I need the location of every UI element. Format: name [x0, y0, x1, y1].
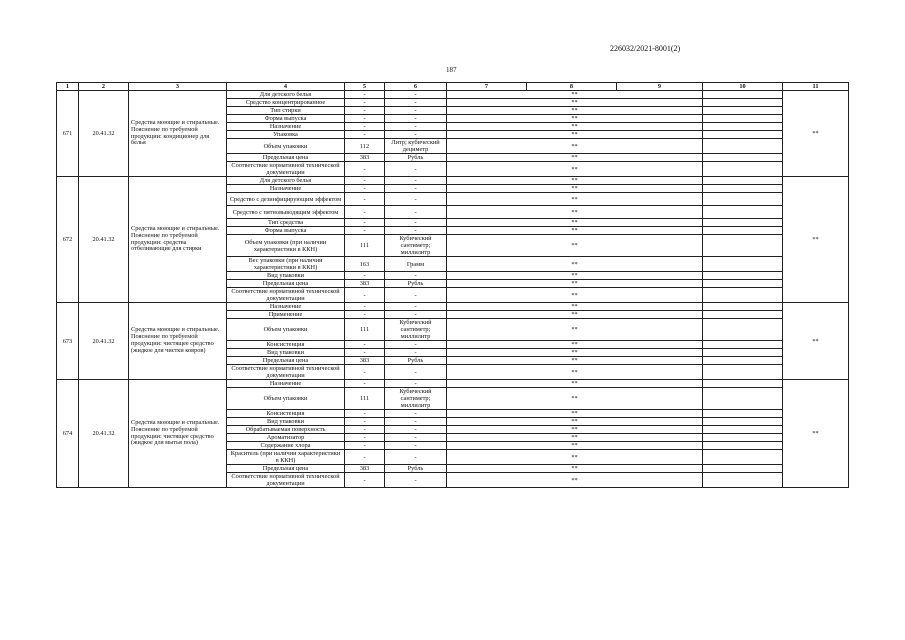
notes-cell: ** [783, 177, 849, 303]
characteristic-name-cell: Тип стирки [227, 107, 345, 115]
empty-cell [703, 349, 783, 357]
characteristic-value-cell: ** [447, 219, 703, 227]
unit-name-cell: - [385, 99, 447, 107]
characteristic-name-cell: Соответствие нормативной технической документации [227, 473, 345, 488]
empty-cell [703, 319, 783, 341]
empty-cell [703, 193, 783, 206]
unit-name-cell: - [385, 115, 447, 123]
empty-cell [703, 162, 783, 177]
unit-code-cell: 383 [345, 357, 385, 365]
unit-name-cell: - [385, 193, 447, 206]
page-number: 187 [446, 66, 457, 74]
column-header-row [57, 83, 849, 91]
unit-code-cell: 383 [345, 280, 385, 288]
unit-name-cell: - [385, 107, 447, 115]
characteristic-value-cell: ** [447, 280, 703, 288]
unit-name-cell: - [385, 288, 447, 303]
empty-cell [703, 272, 783, 280]
notes-cell: ** [783, 380, 849, 488]
unit-code-cell: - [345, 442, 385, 450]
unit-code-cell: - [345, 131, 385, 139]
column-header: 1 [57, 83, 79, 91]
table-row [57, 91, 849, 99]
characteristic-name-cell: Содержание хлора [227, 442, 345, 450]
characteristic-value-cell: ** [447, 388, 703, 410]
unit-code-cell: - [345, 107, 385, 115]
empty-cell [703, 107, 783, 115]
empty-cell [703, 426, 783, 434]
unit-name-cell: Кубический сантиметр; миллилитр [385, 235, 447, 257]
table-row [57, 380, 849, 388]
column-header: 10 [703, 83, 783, 91]
characteristic-value-cell: ** [447, 319, 703, 341]
unit-name-cell: Рубль [385, 465, 447, 473]
column-header: 8 [527, 83, 617, 91]
characteristic-value-cell: ** [447, 357, 703, 365]
empty-cell [703, 303, 783, 311]
unit-code-cell: - [345, 219, 385, 227]
characteristic-name-cell: Соответствие нормативной технической документации [227, 365, 345, 380]
characteristic-name-cell: Краситель (при наличии характеристики в ККН) [227, 450, 345, 465]
unit-code-cell: - [345, 450, 385, 465]
characteristic-name-cell: Вид упаковки [227, 418, 345, 426]
empty-cell [703, 115, 783, 123]
characteristic-name-cell: Форма выпуска [227, 115, 345, 123]
unit-name-cell: - [385, 426, 447, 434]
okpd-code-cell: 20.41.32 [79, 380, 129, 488]
unit-name-cell: Кубический сантиметр; миллилитр [385, 319, 447, 341]
characteristic-name-cell: Вид упаковки [227, 272, 345, 280]
characteristic-name-cell: Консистенция [227, 341, 345, 349]
unit-code-cell: - [345, 123, 385, 131]
characteristic-value-cell: ** [447, 115, 703, 123]
okpd-code-cell: 20.41.32 [79, 91, 129, 177]
unit-code-cell: 383 [345, 465, 385, 473]
item-number-cell: 674 [57, 380, 79, 488]
characteristic-name-cell: Объем упаковки [227, 319, 345, 341]
empty-cell [703, 227, 783, 235]
unit-code-cell: 112 [345, 139, 385, 154]
column-header: 4 [227, 83, 345, 91]
characteristic-value-cell: ** [447, 473, 703, 488]
unit-name-cell: - [385, 473, 447, 488]
characteristic-name-cell: Вес упаковки (при наличии характеристики в ККН) [227, 257, 345, 272]
unit-name-cell: - [385, 123, 447, 131]
characteristic-name-cell: Предельная цена [227, 357, 345, 365]
product-description-cell: Средства моющие и стиральные. Пояснение по требуемой продукции: чистящее средство (жидкое для чистки ковров) [129, 303, 227, 380]
empty-cell [703, 206, 783, 219]
empty-cell [703, 91, 783, 99]
empty-cell [703, 154, 783, 162]
characteristic-value-cell: ** [447, 450, 703, 465]
column-header: 7 [447, 83, 527, 91]
characteristic-value-cell: ** [447, 426, 703, 434]
item-number-cell: 671 [57, 91, 79, 177]
unit-code-cell: - [345, 288, 385, 303]
item-number-cell: 672 [57, 177, 79, 303]
characteristic-value-cell: ** [447, 288, 703, 303]
empty-cell [703, 388, 783, 410]
notes-cell: ** [783, 303, 849, 380]
characteristic-value-cell: ** [447, 311, 703, 319]
unit-name-cell: - [385, 341, 447, 349]
unit-name-cell: - [385, 434, 447, 442]
characteristic-name-cell: Для детского белья [227, 177, 345, 185]
characteristic-value-cell: ** [447, 380, 703, 388]
empty-cell [703, 177, 783, 185]
unit-code-cell: - [345, 365, 385, 380]
characteristic-value-cell: ** [447, 257, 703, 272]
empty-cell [703, 357, 783, 365]
unit-name-cell: - [385, 380, 447, 388]
characteristic-name-cell: Ароматизатор [227, 434, 345, 442]
empty-cell [703, 410, 783, 418]
characteristic-name-cell: Объем упаковки [227, 139, 345, 154]
characteristic-value-cell: ** [447, 154, 703, 162]
table-body [57, 83, 849, 488]
characteristic-value-cell: ** [447, 177, 703, 185]
empty-cell [703, 341, 783, 349]
characteristic-value-cell: ** [447, 131, 703, 139]
characteristic-value-cell: ** [447, 99, 703, 107]
unit-name-cell: - [385, 91, 447, 99]
specification-table [56, 82, 849, 488]
unit-code-cell: - [345, 206, 385, 219]
unit-name-cell: - [385, 185, 447, 193]
characteristic-value-cell: ** [447, 185, 703, 193]
unit-code-cell: - [345, 426, 385, 434]
characteristic-value-cell: ** [447, 235, 703, 257]
characteristic-name-cell: Упаковка [227, 131, 345, 139]
unit-name-cell: Рубль [385, 154, 447, 162]
unit-code-cell: 163 [345, 257, 385, 272]
characteristic-value-cell: ** [447, 349, 703, 357]
unit-code-cell: - [345, 272, 385, 280]
characteristic-name-cell: Назначение [227, 380, 345, 388]
unit-name-cell: - [385, 162, 447, 177]
unit-code-cell: - [345, 91, 385, 99]
empty-cell [703, 139, 783, 154]
table-row [57, 303, 849, 311]
table-row [57, 177, 849, 185]
okpd-code-cell: 20.41.32 [79, 303, 129, 380]
empty-cell [703, 450, 783, 465]
characteristic-value-cell: ** [447, 434, 703, 442]
product-description-cell: Средства моющие и стиральные. Пояснение по требуемой продукции: чистящее средство (жидкое для мытья пола) [129, 380, 227, 488]
characteristic-value-cell: ** [447, 227, 703, 235]
unit-name-cell: Литр; кубический дециметр [385, 139, 447, 154]
unit-code-cell: - [345, 177, 385, 185]
product-description-cell: Средства моющие и стиральные. Пояснение по требуемой продукции: кондиционер для белья [129, 91, 227, 177]
unit-name-cell: - [385, 349, 447, 357]
unit-code-cell: - [345, 434, 385, 442]
column-header: 11 [783, 83, 849, 91]
characteristic-value-cell: ** [447, 341, 703, 349]
characteristic-value-cell: ** [447, 418, 703, 426]
unit-code-cell: - [345, 473, 385, 488]
unit-code-cell: - [345, 193, 385, 206]
empty-cell [703, 311, 783, 319]
unit-code-cell: 383 [345, 154, 385, 162]
characteristic-name-cell: Средство с пятновыводящим эффектом [227, 206, 345, 219]
unit-code-cell: 111 [345, 235, 385, 257]
column-header: 3 [129, 83, 227, 91]
empty-cell [703, 99, 783, 107]
characteristic-name-cell: Предельная цена [227, 465, 345, 473]
unit-name-cell: - [385, 131, 447, 139]
empty-cell [703, 380, 783, 388]
characteristic-name-cell: Для детского белья [227, 91, 345, 99]
characteristic-value-cell: ** [447, 303, 703, 311]
characteristic-name-cell: Тип средства [227, 219, 345, 227]
unit-name-cell: - [385, 418, 447, 426]
empty-cell [703, 235, 783, 257]
characteristic-name-cell: Назначение [227, 303, 345, 311]
characteristic-name-cell: Предельная цена [227, 280, 345, 288]
unit-name-cell: - [385, 311, 447, 319]
characteristic-name-cell: Консистенция [227, 410, 345, 418]
unit-name-cell: - [385, 177, 447, 185]
characteristic-name-cell: Предельная цена [227, 154, 345, 162]
unit-name-cell: - [385, 365, 447, 380]
item-number-cell: 673 [57, 303, 79, 380]
characteristic-value-cell: ** [447, 139, 703, 154]
empty-cell [703, 434, 783, 442]
empty-cell [703, 465, 783, 473]
characteristic-name-cell: Средство концентрированное [227, 99, 345, 107]
characteristic-value-cell: ** [447, 123, 703, 131]
characteristic-name-cell: Соответствие нормативной технической документации [227, 288, 345, 303]
unit-code-cell: - [345, 341, 385, 349]
unit-name-cell: - [385, 206, 447, 219]
unit-name-cell: - [385, 219, 447, 227]
empty-cell [703, 131, 783, 139]
empty-cell [703, 257, 783, 272]
empty-cell [703, 219, 783, 227]
characteristic-name-cell: Обрабатываемая поверхность [227, 426, 345, 434]
characteristic-name-cell: Применение [227, 311, 345, 319]
empty-cell [703, 185, 783, 193]
unit-code-cell: - [345, 311, 385, 319]
unit-code-cell: - [345, 410, 385, 418]
notes-cell: ** [783, 91, 849, 177]
characteristic-value-cell: ** [447, 465, 703, 473]
unit-code-cell: - [345, 162, 385, 177]
unit-name-cell: Грамм [385, 257, 447, 272]
unit-name-cell: - [385, 442, 447, 450]
column-header: 6 [385, 83, 447, 91]
empty-cell [703, 473, 783, 488]
product-description-cell: Средства моющие и стиральные. Пояснение по требуемой продукции: средства отбеливающие для стирки [129, 177, 227, 303]
unit-code-cell: - [345, 115, 385, 123]
characteristic-name-cell: Форма выпуска [227, 227, 345, 235]
unit-name-cell: - [385, 227, 447, 235]
characteristic-name-cell: Назначение [227, 123, 345, 131]
unit-name-cell: - [385, 450, 447, 465]
characteristic-value-cell: ** [447, 162, 703, 177]
unit-code-cell: - [345, 99, 385, 107]
unit-code-cell: - [345, 349, 385, 357]
unit-code-cell: - [345, 380, 385, 388]
unit-code-cell: - [345, 418, 385, 426]
empty-cell [703, 288, 783, 303]
unit-code-cell: - [345, 303, 385, 311]
characteristic-value-cell: ** [447, 206, 703, 219]
characteristic-name-cell: Средство с дезинфицирующим эффектом [227, 193, 345, 206]
empty-cell [703, 418, 783, 426]
characteristic-value-cell: ** [447, 442, 703, 450]
document-number: 226032/2021-8001(2) [610, 44, 681, 53]
column-header: 5 [345, 83, 385, 91]
unit-code-cell: 111 [345, 388, 385, 410]
unit-name-cell: Рубль [385, 280, 447, 288]
unit-name-cell: Кубический сантиметр; миллилитр [385, 388, 447, 410]
characteristic-name-cell: Объем упаковки (при наличии характеристики в ККН) [227, 235, 345, 257]
column-header: 2 [79, 83, 129, 91]
unit-code-cell: - [345, 227, 385, 235]
characteristic-name-cell: Назначение [227, 185, 345, 193]
characteristic-value-cell: ** [447, 107, 703, 115]
unit-name-cell: Рубль [385, 357, 447, 365]
okpd-code-cell: 20.41.32 [79, 177, 129, 303]
characteristic-name-cell: Объем упаковки [227, 388, 345, 410]
unit-code-cell: 111 [345, 319, 385, 341]
empty-cell [703, 442, 783, 450]
unit-name-cell: - [385, 410, 447, 418]
empty-cell [703, 123, 783, 131]
characteristic-value-cell: ** [447, 193, 703, 206]
empty-cell [703, 365, 783, 380]
characteristic-value-cell: ** [447, 410, 703, 418]
characteristic-name-cell: Вид упаковки [227, 349, 345, 357]
empty-cell [703, 280, 783, 288]
characteristic-name-cell: Соответствие нормативной технической документации [227, 162, 345, 177]
unit-code-cell: - [345, 185, 385, 193]
characteristic-value-cell: ** [447, 272, 703, 280]
characteristic-value-cell: ** [447, 91, 703, 99]
characteristic-value-cell: ** [447, 365, 703, 380]
unit-name-cell: - [385, 272, 447, 280]
unit-name-cell: - [385, 303, 447, 311]
column-header: 9 [617, 83, 703, 91]
